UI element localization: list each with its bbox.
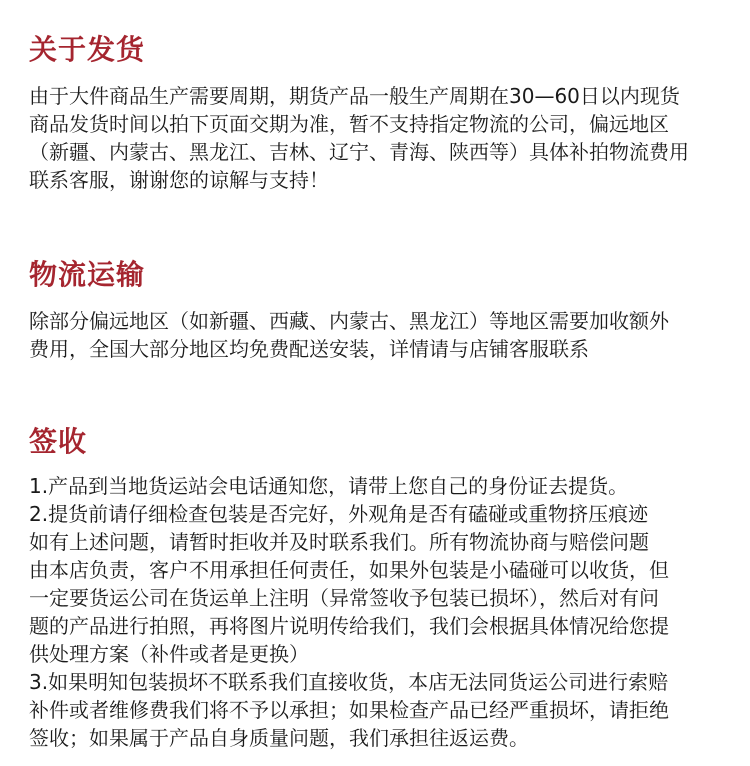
paragraph-line: 由于大件商品生产需要周期，期货产品一般生产周期在30—60日以内现货: [29, 84, 680, 108]
section-title-shipping: 关于发货: [29, 33, 146, 66]
shipping-paragraph: [29, 82, 729, 194]
paragraph-line: 联系客服，谢谢您的谅解与支持！: [29, 168, 329, 192]
paragraph-line: 2.提货前请仔细检查包装是否完好，外观角是否有磕碰或重物挤压痕迹: [29, 502, 649, 526]
paragraph-line: 除部分偏远地区（如新疆、西藏、内蒙古、黑龙江）等地区需要加收额外: [29, 309, 669, 333]
section-receipt: [29, 422, 729, 752]
section-title-logistics: 物流运输: [29, 258, 146, 291]
paragraph-line: 费用，全国大部分地区均免费配送安装，详情请与店铺客服联系: [29, 337, 589, 361]
paragraph-line: 如有上述问题，请暂时拒收并及时联系我们。所有物流协商与赔偿问题: [29, 530, 649, 554]
section-shipping: [29, 30, 729, 194]
paragraph-line: 补件或者维修费我们将不予以承担；如果检查产品已经严重损坏，请拒绝: [29, 698, 669, 722]
paragraph-line: 由本店负责，客户不用承担任何责任，如果外包装是小磕碰可以收货，但: [29, 558, 669, 582]
paragraph-line: 一定要货运公司在货运单上注明（异常签收予包装已损坏），然后对有问: [29, 586, 659, 610]
paragraph-line: 1.产品到当地货运站会电话通知您，请带上您自己的身份证去提货。: [29, 474, 629, 498]
receipt-paragraph: [29, 472, 729, 752]
paragraph-line: 3.如果明知包装损坏不联系我们直接收货，本店无法同货运公司进行索赔: [29, 670, 669, 694]
section-logistics: [29, 255, 729, 363]
paragraph-line: 签收；如果属于产品自身质量问题，我们承担往返运费。: [29, 726, 529, 750]
section-title-receipt: 签收: [29, 425, 88, 458]
paragraph-line: 供处理方案（补件或者是更换）: [29, 642, 309, 666]
paragraph-line: （新疆、内蒙古、黑龙江、吉林、辽宁、青海、陕西等）具体补拍物流费用: [29, 140, 689, 164]
logistics-paragraph: [29, 307, 729, 363]
paragraph-line: 题的产品进行拍照，再将图片说明传给我们，我们会根据具体情况给您提: [29, 614, 669, 638]
paragraph-line: 商品发货时间以拍下页面交期为准，暂不支持指定物流的公司，偏远地区: [29, 112, 669, 136]
